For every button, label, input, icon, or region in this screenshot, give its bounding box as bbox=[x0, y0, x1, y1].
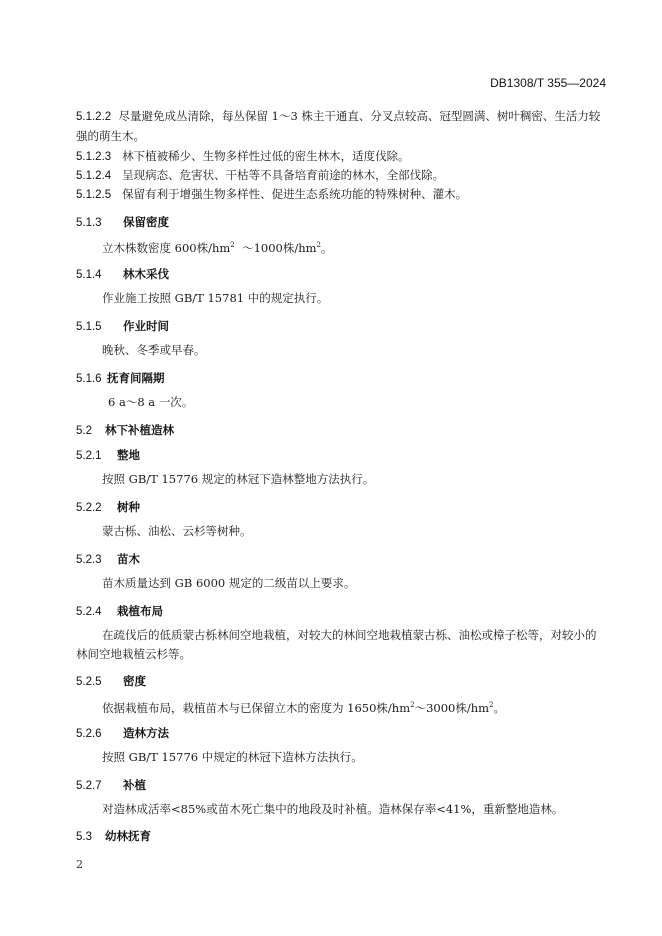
paragraph-text: 。 bbox=[321, 240, 333, 255]
paragraph-5-2-1: 按照 GB/T 15776 规定的林冠下造林整地方法执行。 bbox=[102, 472, 375, 486]
section-heading-5-2-6 bbox=[76, 725, 169, 741]
section-heading-5-2 bbox=[76, 422, 174, 438]
paragraph-5-1-4: 作业施工按照 GB/T 15781 中的规定执行。 bbox=[102, 291, 329, 305]
clause-number: 5.1.2.4 bbox=[76, 170, 112, 182]
clause-5-1-2-5 bbox=[76, 185, 467, 205]
paragraph-text: 。 bbox=[493, 700, 505, 715]
clause-5-1-2-2 bbox=[76, 107, 604, 146]
paragraph-text: 立木株数密度 600株/hm bbox=[102, 240, 231, 255]
section-title: 林下补植造林 bbox=[105, 425, 174, 437]
section-title: 林木采伐 bbox=[123, 269, 169, 281]
section-heading-5-2-5 bbox=[76, 673, 146, 689]
paragraph-5-2-6: 按照 GB/T 15776 中规定的林冠下造林方法执行。 bbox=[102, 750, 363, 764]
section-heading-5-2-1 bbox=[76, 447, 140, 463]
paragraph-5-1-5: 晚秋、冬季或早春。 bbox=[102, 343, 206, 357]
page-number: 2 bbox=[76, 858, 83, 871]
section-title: 造林方法 bbox=[123, 728, 169, 740]
section-heading-5-2-2 bbox=[76, 499, 140, 515]
paragraph-text: 依据栽植布局，栽植苗木与已保留立木的密度为 1650株/hm bbox=[102, 700, 411, 715]
section-title: 整地 bbox=[117, 450, 140, 462]
section-number: 5.1.5 bbox=[76, 321, 102, 333]
section-heading-5-2-4 bbox=[76, 603, 163, 619]
section-title: 密度 bbox=[123, 676, 146, 688]
paragraph-5-2-2: 蒙古栎、油松、云杉等树种。 bbox=[102, 524, 252, 538]
section-number: 5.1.3 bbox=[76, 217, 102, 229]
section-title: 树种 bbox=[117, 502, 140, 514]
superscript: 2 bbox=[230, 241, 235, 249]
paragraph-5-2-5 bbox=[102, 696, 505, 718]
section-heading-5-1-4 bbox=[76, 266, 169, 282]
section-heading-5-2-7 bbox=[76, 777, 146, 793]
section-title: 保留密度 bbox=[123, 217, 169, 229]
paragraph-5-1-3 bbox=[102, 236, 333, 258]
clause-number: 5.1.2.3 bbox=[76, 151, 112, 163]
section-title: 苗木 bbox=[117, 554, 140, 566]
section-title: 抚育间隔期 bbox=[107, 373, 165, 385]
paragraph-text: ～1000株/hm bbox=[242, 240, 317, 255]
section-title: 作业时间 bbox=[123, 321, 169, 333]
section-title: 幼林抚育 bbox=[105, 831, 151, 843]
clause-text: 保留有利于增强生物多样性、促进生态系统功能的特殊树种、灌木。 bbox=[122, 187, 468, 201]
section-number: 5.2.6 bbox=[76, 728, 102, 740]
section-title: 栽植布局 bbox=[117, 606, 163, 618]
section-number: 5.3 bbox=[76, 831, 92, 843]
section-heading-5-1-5 bbox=[76, 318, 169, 334]
section-number: 5.2 bbox=[76, 425, 92, 437]
section-number: 5.2.2 bbox=[76, 502, 102, 514]
clause-5-1-2-3 bbox=[76, 147, 410, 167]
paragraph-5-1-6: 6 a～8 a 一次。 bbox=[108, 395, 194, 409]
section-heading-5-1-3 bbox=[76, 214, 169, 230]
section-heading-5-1-6 bbox=[76, 370, 165, 386]
section-heading-5-2-3 bbox=[76, 551, 140, 567]
section-number: 5.2.3 bbox=[76, 554, 102, 566]
section-number: 5.1.6 bbox=[76, 373, 102, 385]
paragraph-5-2-4: 在疏伐后的低质蒙古栎林间空地栽植，对较大的林间空地栽植蒙古栎、油松或樟子松等，对较小的林间空地栽植云杉等。 bbox=[76, 628, 597, 661]
section-number: 5.1.4 bbox=[76, 269, 102, 281]
paragraph-5-2-7: 对造林成活率<85%或苗木死亡集中的地段及时补植。造林保存率<41%，重新整地造林。 bbox=[102, 802, 564, 816]
clause-text: 林下植被稀少、生物多样性过低的密生林木，适度伐除。 bbox=[122, 149, 410, 163]
section-heading-5-3 bbox=[76, 828, 151, 844]
superscript: 2 bbox=[410, 701, 415, 709]
section-number: 5.2.4 bbox=[76, 606, 102, 618]
clause-5-1-2-4 bbox=[76, 166, 444, 186]
superscript: 2 bbox=[489, 701, 494, 709]
paragraph-5-2-3: 苗木质量达到 GB 6000 规定的二级苗以上要求。 bbox=[102, 576, 356, 590]
section-title: 补植 bbox=[123, 780, 146, 792]
document-id-header: DB1308/T 355—2024 bbox=[490, 76, 606, 90]
paragraph-text: ～3000株/hm bbox=[414, 700, 490, 715]
superscript: 2 bbox=[316, 241, 321, 249]
section-number: 5.2.7 bbox=[76, 780, 102, 792]
section-number: 5.2.1 bbox=[76, 450, 102, 462]
section-number: 5.2.5 bbox=[76, 676, 102, 688]
clause-text: 呈现病态、危害状、干枯等不具备培育前途的林木，全部伐除。 bbox=[122, 168, 445, 182]
clause-number: 5.1.2.5 bbox=[76, 189, 112, 201]
clause-text: 尽量避免成丛清除，每丛保留 1～3 株主干通直、分叉点较高、冠型圆满、树叶稠密、生活力较强的萌生木。 bbox=[76, 109, 601, 143]
clause-number: 5.1.2.2 bbox=[76, 111, 112, 123]
